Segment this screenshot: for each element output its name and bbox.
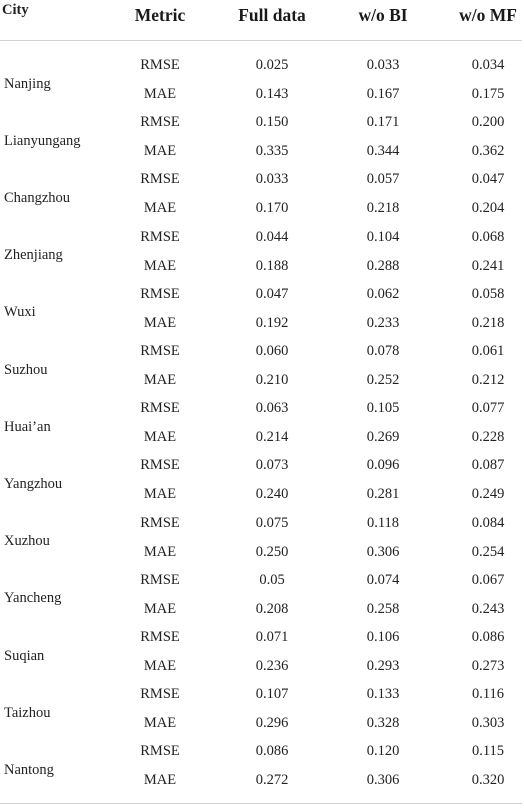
metric-label: MAE <box>143 314 177 331</box>
table-cell: 0.086 <box>471 629 505 645</box>
table-cell: 0.303 <box>471 715 505 732</box>
metric-label: MAE <box>143 257 177 274</box>
table-cell: 0.272 <box>255 772 289 789</box>
table-cell: 0.250 <box>255 543 289 560</box>
table-cell: 0.258 <box>366 600 400 617</box>
metric-label: RMSE <box>140 57 180 73</box>
metric-label: RMSE <box>140 343 180 359</box>
metric-label: MAE <box>143 600 177 617</box>
metric-label: MAE <box>143 486 177 503</box>
table-cell: 0.074 <box>366 571 400 588</box>
table-cell: 0.171 <box>366 114 400 131</box>
table-cell: 0.063 <box>255 400 289 417</box>
table-cell: 0.200 <box>471 114 505 131</box>
header-wo-mf: w/o MF <box>459 5 517 25</box>
table-cell: 0.058 <box>471 285 505 302</box>
table-cell: 0.296 <box>255 715 289 732</box>
table-cell: 0.306 <box>366 772 400 789</box>
table-cell: 0.104 <box>366 228 400 245</box>
metric-label: RMSE <box>140 629 180 645</box>
table-cell: 0.077 <box>471 400 505 417</box>
table-cell: 0.252 <box>366 372 400 388</box>
table-cell: 0.362 <box>471 143 505 160</box>
table-cell: 0.105 <box>366 400 400 417</box>
metric-label: MAE <box>143 86 177 102</box>
table-cell: 0.075 <box>255 514 289 531</box>
table-cell: 0.344 <box>366 143 400 160</box>
table-cell: 0.210 <box>255 372 289 388</box>
metric-label: MAE <box>143 200 177 217</box>
table-cell: 0.328 <box>366 715 400 732</box>
metric-label: MAE <box>143 658 177 674</box>
table-cell: 0.249 <box>471 486 505 503</box>
table-cell: 0.116 <box>471 686 505 703</box>
city-name: Xuzhou <box>4 533 50 550</box>
metric-label: MAE <box>143 715 177 732</box>
city-name: Huai’an <box>4 418 51 435</box>
table-cell: 0.068 <box>471 228 505 245</box>
metric-label: RMSE <box>140 571 180 588</box>
table-cell: 0.293 <box>366 658 400 674</box>
header-wo-bi: w/o BI <box>358 5 408 25</box>
table-cell: 0.096 <box>366 457 400 474</box>
metric-label: RMSE <box>140 228 180 245</box>
table-cell: 0.236 <box>255 658 289 674</box>
table-cell: 0.106 <box>366 629 400 645</box>
table-cell: 0.204 <box>471 200 505 217</box>
city-name: Lianyungang <box>4 132 81 149</box>
table-cell: 0.214 <box>255 429 289 446</box>
city-name: Suzhou <box>4 361 48 378</box>
header-metric: Metric <box>134 5 186 25</box>
city-name: Suqian <box>4 647 45 664</box>
table-cell: 0.288 <box>366 257 400 274</box>
city-name: Wuxi <box>4 304 36 321</box>
table-cell: 0.306 <box>366 543 400 560</box>
metric-label: RMSE <box>140 400 180 417</box>
table-cell: 0.084 <box>471 514 505 531</box>
table-cell: 0.073 <box>255 457 289 474</box>
metric-label: MAE <box>143 143 177 160</box>
table-cell: 0.057 <box>366 171 400 188</box>
city-name: Zhenjiang <box>4 247 63 264</box>
bottom-rule <box>0 803 522 804</box>
table-cell: 0.320 <box>471 772 505 789</box>
table-cell: 0.078 <box>366 343 400 359</box>
metric-label: RMSE <box>140 743 180 760</box>
table-cell: 0.243 <box>471 600 505 617</box>
city-name: Yancheng <box>4 590 62 607</box>
table-cell: 0.087 <box>471 457 505 474</box>
table-cell: 0.044 <box>255 228 289 245</box>
city-name: Nantong <box>4 761 54 778</box>
table-cell: 0.047 <box>255 285 289 302</box>
table-cell: 0.192 <box>255 314 289 331</box>
city-name: Nanjing <box>4 75 51 92</box>
table-cell: 0.281 <box>366 486 400 503</box>
table-cell: 0.241 <box>471 257 505 274</box>
table-cell: 0.170 <box>255 200 289 217</box>
table-cell: 0.208 <box>255 600 289 617</box>
table-cell: 0.335 <box>255 143 289 160</box>
table-cell: 0.273 <box>471 658 505 674</box>
metric-label: RMSE <box>140 514 180 531</box>
table-cell: 0.086 <box>255 743 289 760</box>
table-cell: 0.115 <box>471 743 505 760</box>
table-cell: 0.033 <box>255 171 289 188</box>
table-cell: 0.188 <box>255 257 289 274</box>
table-cell: 0.062 <box>366 285 400 302</box>
table-cell: 0.033 <box>366 57 400 73</box>
metric-label: RMSE <box>140 114 180 131</box>
table-cell: 0.107 <box>255 686 289 703</box>
table-cell: 0.212 <box>471 372 505 388</box>
header-city: City <box>2 2 29 18</box>
metric-label: RMSE <box>140 457 180 474</box>
table-cell: 0.233 <box>366 314 400 331</box>
city-name: Taizhou <box>4 704 51 721</box>
header-rule <box>0 40 522 41</box>
table-cell: 0.05 <box>259 571 285 588</box>
metric-label: MAE <box>143 372 177 388</box>
table-cell: 0.240 <box>255 486 289 503</box>
table-cell: 0.060 <box>255 343 289 359</box>
table-cell: 0.067 <box>471 571 505 588</box>
table-cell: 0.218 <box>366 200 400 217</box>
metric-label: MAE <box>143 772 177 789</box>
table-cell: 0.150 <box>255 114 289 131</box>
table-cell: 0.254 <box>471 543 505 560</box>
table-cell: 0.061 <box>471 343 505 359</box>
table-cell: 0.120 <box>366 743 400 760</box>
table-cell: 0.175 <box>471 86 505 102</box>
table-cell: 0.025 <box>255 57 289 73</box>
metric-label: RMSE <box>140 171 180 188</box>
header-full-data: Full data <box>238 5 306 25</box>
table-cell: 0.133 <box>366 686 400 703</box>
table-cell: 0.167 <box>366 86 400 102</box>
city-name: Yangzhou <box>4 475 63 492</box>
table-cell: 0.228 <box>471 429 505 446</box>
table-cell: 0.118 <box>366 514 400 531</box>
metric-label: MAE <box>143 543 177 560</box>
metric-label: RMSE <box>140 285 180 302</box>
table-cell: 0.269 <box>366 429 400 446</box>
table-cell: 0.143 <box>255 86 289 102</box>
table-cell: 0.071 <box>255 629 289 645</box>
table-cell: 0.218 <box>471 314 505 331</box>
table-cell: 0.047 <box>471 171 505 188</box>
city-name: Changzhou <box>4 189 71 206</box>
table-cell: 0.034 <box>471 57 505 73</box>
metric-label: MAE <box>143 429 177 446</box>
metric-label: RMSE <box>140 686 180 703</box>
